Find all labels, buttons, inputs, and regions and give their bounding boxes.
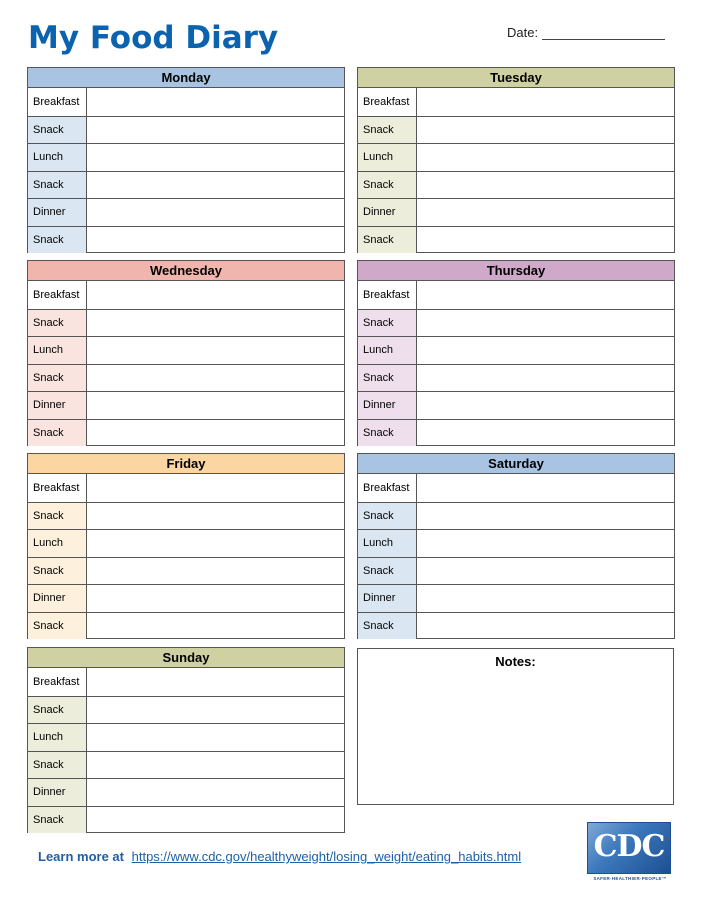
meal-label: Dinner xyxy=(358,585,417,612)
meal-row xyxy=(28,778,344,806)
meal-row xyxy=(358,336,674,364)
meal-entry-field[interactable] xyxy=(87,752,344,779)
date-line[interactable] xyxy=(542,26,665,40)
footer xyxy=(38,849,521,864)
meal-entry-field[interactable] xyxy=(87,613,344,640)
meal-label: Snack xyxy=(28,117,87,144)
meal-label: Snack xyxy=(28,172,87,199)
meal-row xyxy=(358,612,674,640)
day-heading: Monday xyxy=(28,68,344,88)
meal-row xyxy=(358,198,674,226)
meal-label: Lunch xyxy=(28,724,87,751)
cdc-tagline: SAFER·HEALTHIER·PEOPLE™ xyxy=(593,876,667,881)
meal-entry-field[interactable] xyxy=(87,474,344,502)
day-saturday xyxy=(357,453,675,639)
meal-entry-field[interactable] xyxy=(87,585,344,612)
meal-label: Snack xyxy=(28,752,87,779)
meal-entry-field[interactable] xyxy=(417,558,674,585)
meal-entry-field[interactable] xyxy=(417,613,674,640)
meal-row xyxy=(358,281,674,309)
meal-entry-field[interactable] xyxy=(417,392,674,419)
meal-entry-field[interactable] xyxy=(87,697,344,724)
meal-label: Breakfast xyxy=(28,474,87,502)
meal-row xyxy=(28,226,344,254)
meal-entry-field[interactable] xyxy=(87,365,344,392)
meal-entry-field[interactable] xyxy=(87,503,344,530)
day-wednesday xyxy=(27,260,345,446)
meal-label: Snack xyxy=(28,365,87,392)
meal-entry-field[interactable] xyxy=(87,199,344,226)
meal-row xyxy=(358,391,674,419)
meal-row xyxy=(28,88,344,116)
meal-label: Snack xyxy=(28,420,87,447)
day-heading: Wednesday xyxy=(28,261,344,281)
meal-entry-field[interactable] xyxy=(87,144,344,171)
meal-label: Breakfast xyxy=(358,474,417,502)
meal-label: Lunch xyxy=(358,144,417,171)
meal-entry-field[interactable] xyxy=(417,172,674,199)
meal-row xyxy=(28,584,344,612)
meal-label: Dinner xyxy=(28,199,87,226)
meal-row xyxy=(28,751,344,779)
meal-row xyxy=(358,529,674,557)
meal-row xyxy=(28,474,344,502)
meal-entry-field[interactable] xyxy=(87,558,344,585)
meal-row xyxy=(28,696,344,724)
day-heading: Tuesday xyxy=(358,68,674,88)
meal-row xyxy=(358,171,674,199)
footer-prefix: Learn more at xyxy=(38,849,124,864)
meal-row xyxy=(28,309,344,337)
date-field[interactable] xyxy=(507,25,665,40)
meal-row xyxy=(28,336,344,364)
meal-label: Lunch xyxy=(358,530,417,557)
meal-row xyxy=(28,198,344,226)
meal-row xyxy=(358,309,674,337)
meal-label: Snack xyxy=(28,807,87,834)
footer-link[interactable]: https://www.cdc.gov/healthyweight/losing_weight/eating_habits.html xyxy=(131,849,522,864)
meal-label: Breakfast xyxy=(358,88,417,116)
day-heading: Friday xyxy=(28,454,344,474)
meal-entry-field[interactable] xyxy=(417,281,674,309)
meal-label: Breakfast xyxy=(28,88,87,116)
meal-row xyxy=(28,143,344,171)
meal-label: Dinner xyxy=(358,199,417,226)
day-monday xyxy=(27,67,345,253)
meal-row xyxy=(358,143,674,171)
meal-entry-field[interactable] xyxy=(87,807,344,834)
meal-label: Dinner xyxy=(28,585,87,612)
meal-entry-field[interactable] xyxy=(417,88,674,116)
meal-label: Snack xyxy=(28,310,87,337)
meal-entry-field[interactable] xyxy=(87,724,344,751)
meal-label: Snack xyxy=(28,227,87,254)
meal-entry-field[interactable] xyxy=(87,227,344,254)
meal-label: Snack xyxy=(358,365,417,392)
meal-row xyxy=(358,557,674,585)
meal-label: Dinner xyxy=(28,392,87,419)
meal-entry-field[interactable] xyxy=(87,779,344,806)
meal-row xyxy=(28,806,344,834)
meal-row xyxy=(358,502,674,530)
meal-label: Lunch xyxy=(28,144,87,171)
meal-entry-field[interactable] xyxy=(417,117,674,144)
meal-label: Lunch xyxy=(358,337,417,364)
date-label: Date: xyxy=(507,25,539,40)
meal-entry-field[interactable] xyxy=(87,172,344,199)
day-thursday xyxy=(357,260,675,446)
meal-label: Snack xyxy=(358,420,417,447)
meal-label: Lunch xyxy=(28,337,87,364)
meal-entry-field[interactable] xyxy=(417,227,674,254)
meal-entry-field[interactable] xyxy=(87,117,344,144)
meal-row xyxy=(358,584,674,612)
meal-entry-field[interactable] xyxy=(87,88,344,116)
meal-label: Lunch xyxy=(28,530,87,557)
meal-row xyxy=(28,391,344,419)
meal-label: Snack xyxy=(28,558,87,585)
meal-entry-field[interactable] xyxy=(417,144,674,171)
meal-label: Breakfast xyxy=(28,668,87,696)
meal-entry-field[interactable] xyxy=(87,392,344,419)
meal-row xyxy=(28,529,344,557)
meal-row xyxy=(358,226,674,254)
meal-entry-field[interactable] xyxy=(417,199,674,226)
day-heading: Thursday xyxy=(358,261,674,281)
meal-entry-field[interactable] xyxy=(87,337,344,364)
meal-row xyxy=(28,723,344,751)
day-friday xyxy=(27,453,345,639)
meal-label: Snack xyxy=(358,613,417,640)
meal-row xyxy=(358,88,674,116)
meal-entry-field[interactable] xyxy=(417,503,674,530)
day-heading: Sunday xyxy=(28,648,344,668)
page-title: My Food Diary xyxy=(28,20,279,56)
meal-label: Snack xyxy=(28,503,87,530)
meal-label: Snack xyxy=(28,697,87,724)
meal-label: Snack xyxy=(358,503,417,530)
meal-row xyxy=(358,419,674,447)
notes-label: Notes: xyxy=(495,654,536,669)
meal-label: Snack xyxy=(358,172,417,199)
meal-row xyxy=(28,281,344,309)
meal-label: Dinner xyxy=(28,779,87,806)
meal-label: Snack xyxy=(358,117,417,144)
meal-label: Snack xyxy=(358,227,417,254)
meal-entry-field[interactable] xyxy=(87,281,344,309)
meal-row xyxy=(358,116,674,144)
meal-entry-field[interactable] xyxy=(417,365,674,392)
meal-label: Snack xyxy=(358,310,417,337)
meal-entry-field[interactable] xyxy=(87,310,344,337)
day-heading: Saturday xyxy=(358,454,674,474)
meal-row xyxy=(28,502,344,530)
meal-label: Breakfast xyxy=(28,281,87,309)
meal-entry-field[interactable] xyxy=(87,420,344,447)
meal-entry-field[interactable] xyxy=(87,668,344,696)
meal-label: Dinner xyxy=(358,392,417,419)
meal-row xyxy=(358,474,674,502)
meal-row xyxy=(28,419,344,447)
meal-row xyxy=(28,612,344,640)
meal-entry-field[interactable] xyxy=(417,420,674,447)
meal-row xyxy=(28,557,344,585)
meal-entry-field[interactable] xyxy=(417,310,674,337)
meal-entry-field[interactable] xyxy=(417,337,674,364)
day-sunday xyxy=(27,647,345,833)
meal-entry-field[interactable] xyxy=(417,530,674,557)
meal-row xyxy=(28,171,344,199)
meal-label: Snack xyxy=(358,558,417,585)
meal-entry-field[interactable] xyxy=(87,530,344,557)
meal-row xyxy=(28,364,344,392)
cdc-logo: CDC xyxy=(587,822,671,874)
meal-entry-field[interactable] xyxy=(417,474,674,502)
meal-row xyxy=(28,668,344,696)
meal-row xyxy=(358,364,674,392)
day-tuesday xyxy=(357,67,675,253)
meal-label: Breakfast xyxy=(358,281,417,309)
meal-row xyxy=(28,116,344,144)
meal-label: Snack xyxy=(28,613,87,640)
meal-entry-field[interactable] xyxy=(417,585,674,612)
notes-box[interactable] xyxy=(357,648,674,805)
